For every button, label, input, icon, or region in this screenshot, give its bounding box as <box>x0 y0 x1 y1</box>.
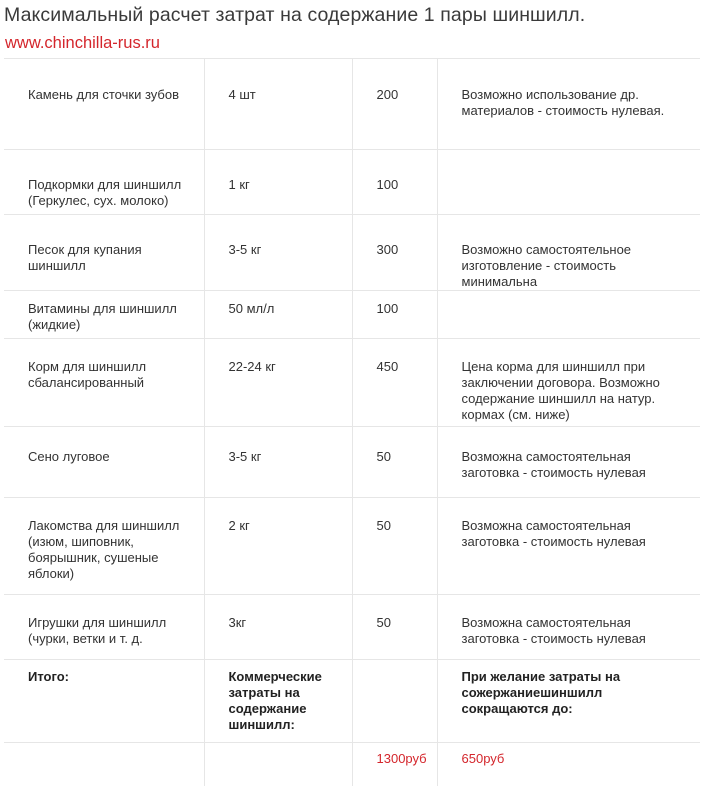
summary-label: Итого: <box>4 660 204 743</box>
note-cell: Возможно использование др. материалов - стоимость нулевая. <box>437 59 700 150</box>
note-cell: Возможна самостоятельная заготовка - стоимость нулевая <box>437 427 700 498</box>
note-cell: Возможна самостоятельная заготовка - стоимость нулевая <box>437 498 700 595</box>
qty-cell: 2 кг <box>204 498 352 595</box>
empty-cell <box>4 743 204 786</box>
reduced-costs-label: При желание затраты на сожержаниешиншилл сокращаются до: <box>437 660 700 743</box>
totals-row <box>4 743 700 786</box>
table-row <box>4 291 700 339</box>
table-row <box>4 59 700 150</box>
note-cell <box>437 150 700 215</box>
cost-cell: 50 <box>352 498 437 595</box>
note-cell <box>437 291 700 339</box>
item-cell: Игрушки для шиншилл (чурки, ветки и т. д. <box>4 595 204 660</box>
table-row <box>4 150 700 215</box>
qty-cell: 3-5 кг <box>204 215 352 291</box>
cost-cell: 200 <box>352 59 437 150</box>
item-cell: Корм для шиншилл сбалансированный <box>4 339 204 427</box>
note-cell: Возможно самостоятельное изготовление - стоимость минимальна <box>437 215 700 291</box>
qty-cell: 3-5 кг <box>204 427 352 498</box>
item-cell: Витамины для шиншилл (жидкие) <box>4 291 204 339</box>
item-cell: Песок для купания шиншилл <box>4 215 204 291</box>
note-cell: Цена корма для шиншилл при заключении договора. Возможно содержание шиншилл на натур. кормах (см. ниже) <box>437 339 700 427</box>
qty-cell: 4 шт <box>204 59 352 150</box>
item-cell: Камень для сточки зубов <box>4 59 204 150</box>
cost-cell: 300 <box>352 215 437 291</box>
qty-cell: 3кг <box>204 595 352 660</box>
cost-cell: 50 <box>352 427 437 498</box>
commercial-total: 1300руб <box>352 743 437 786</box>
cost-cell: 100 <box>352 291 437 339</box>
item-cell: Сено луговое <box>4 427 204 498</box>
item-cell: Лакомства для шиншилл (изюм, шиповник, боярышник, сушеные яблоки) <box>4 498 204 595</box>
qty-cell: 22-24 кг <box>204 339 352 427</box>
empty-cell <box>352 660 437 743</box>
commercial-costs-label: Коммерческие затраты на содержание шиншилл: <box>204 660 352 743</box>
table-row <box>4 427 700 498</box>
summary-row <box>4 660 700 743</box>
reduced-total: 650руб <box>437 743 700 786</box>
qty-cell: 1 кг <box>204 150 352 215</box>
table-row <box>4 339 700 427</box>
empty-cell <box>204 743 352 786</box>
cost-cell: 100 <box>352 150 437 215</box>
note-cell: Возможна самостоятельная заготовка - стоимость нулевая <box>437 595 700 660</box>
cost-cell: 50 <box>352 595 437 660</box>
site-url-link[interactable]: www.chinchilla-rus.ru <box>5 34 160 53</box>
table-row <box>4 215 700 291</box>
cost-cell: 450 <box>352 339 437 427</box>
table-row <box>4 498 700 595</box>
page-title: Максимальный расчет затрат на содержание 1 пары шиншилл. <box>4 4 585 27</box>
cost-table <box>4 58 700 786</box>
item-cell: Подкормки для шиншилл (Геркулес, сух. молоко) <box>4 150 204 215</box>
table-row <box>4 595 700 660</box>
qty-cell: 50 мл/л <box>204 291 352 339</box>
